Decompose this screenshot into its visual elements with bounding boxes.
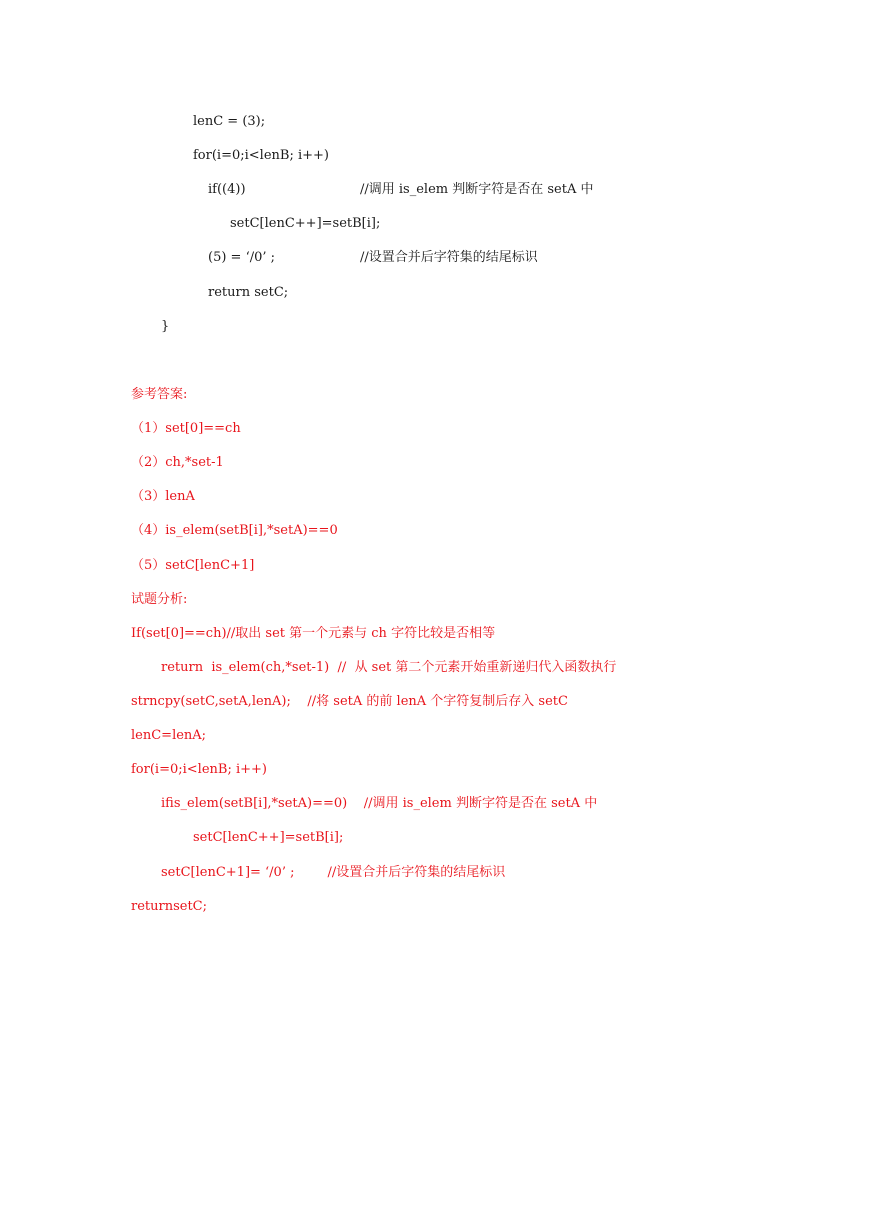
code-comment-terminator: //设置合并后字符集的结尾标识 [360,250,538,265]
code-line-assign: setC[lenC++]=setB[i]; [230,216,381,231]
answer-item-4: （4）is_elem(setB[i],*setA)==0 [131,523,338,538]
analysis-line-3: strncpy(setC,setA,lenA); //将 setA 的前 lenA 个字符复制后存入 setC [131,694,568,709]
code-line-return: return setC; [208,285,289,300]
analysis-line-5: for(i=0;i<lenB; i++) [131,762,267,777]
code-line-if: if((4)) [208,182,246,197]
analysis-line-7: setC[lenC++]=setB[i]; [193,830,344,845]
code-line-for: for(i=0;i<lenB; i++) [193,148,329,163]
answer-item-3: （3）lenA [131,489,195,504]
analysis-line-4: lenC=lenA; [131,728,207,743]
analysis-line-1: If(set[0]==ch)//取出 set 第一个元素与 ch 字符比较是否相等 [131,626,496,641]
analysis-line-8: setC[lenC+1]= ‘/0’ ; //设置合并后字符集的结尾标识 [161,865,506,880]
code-comment-if: //调用 is_elem 判断字符是否在 setA 中 [360,182,594,197]
answer-item-1: （1）set[0]==ch [131,421,241,436]
analysis-line-2: return is_elem(ch,*set-1) // 从 set 第二个元素开始重新递归代入函数执行 [161,660,617,675]
analysis-line-9: returnsetC; [131,899,208,914]
code-line-lenc: lenC = (3); [193,114,266,129]
code-line-close-brace: } [161,319,170,334]
answers-heading: 参考答案: [131,387,188,402]
analysis-heading: 试题分析: [131,592,188,607]
analysis-line-6: ifis_elem(setB[i],*setA)==0) //调用 is_elem 判断字符是否在 setA 中 [161,796,598,811]
code-line-terminator: (5) = ‘/0’ ; [208,250,275,265]
answer-item-2: （2）ch,*set-1 [131,455,224,470]
answer-item-5: （5）setC[lenC+1] [131,558,255,573]
